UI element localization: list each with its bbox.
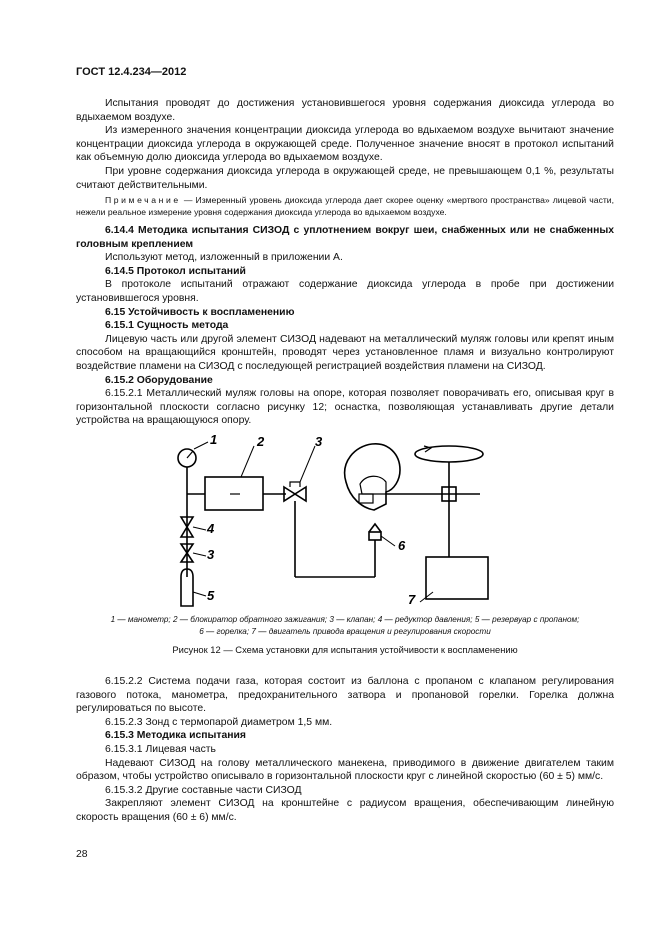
leader-4 <box>193 527 206 530</box>
legend-line: 6 — горелка; 7 — двигатель привода вращения и регулирования скорости <box>199 627 491 637</box>
label-3-cylinder-valve: 3 <box>207 547 215 562</box>
label-3-valve: 3 <box>315 434 323 449</box>
label-2: 2 <box>257 434 265 449</box>
burner-flame <box>369 524 381 532</box>
rotation-direction-ellipse <box>415 446 483 462</box>
page-number: 28 <box>76 849 88 860</box>
paragraph: 6.15.2.1 Металлический муляж головы на опоре, которая позволяет поворачивать его, описывая круг в горизонтальной плоскости согласно рисунку 12; оснастка, позволяющая устанавливать другие детали устройства на вращающуюся опору. <box>76 388 614 427</box>
section-heading: 6.14.4 Методика испытания СИЗОД с уплотнением вокруг шеи, снабженных или не снабженных головным креплением <box>76 225 614 250</box>
figure-legend <box>76 614 614 638</box>
text-block-methods <box>76 224 614 428</box>
burner-body <box>369 532 381 540</box>
note-block <box>76 194 614 219</box>
leader-3b <box>193 553 206 556</box>
note-text: — Измеренный уровень диоксида углерода дает скорее оценку «мертвого пространства» лицевой части, нежели реальное измерение уровня содержания диоксида углерода во вдыхаемом воздухе. <box>76 195 614 218</box>
section-heading: 6.14.5 Протокол испытаний <box>105 265 246 277</box>
section-heading: 6.15.3 Методика испытания <box>105 730 246 742</box>
legend-line: 1 — манометр; 2 — блокиратор обратного зажигания; 3 — клапан; 4 — редуктор давления; 5 — резервуар с пропаном; <box>110 615 580 624</box>
paragraph: 6.15.2.3 Зонд с термопарой диаметром 1,5 мм. <box>105 716 333 728</box>
gauge-needle <box>187 451 193 458</box>
label-1: 1 <box>210 432 218 447</box>
leader-6 <box>381 536 395 546</box>
leader-3a <box>300 446 315 482</box>
paragraph: При уровне содержания диоксида углерода в окружающей среде, не превышающем 0,1 %, результаты считают действительными. <box>76 165 614 191</box>
text-block-procedure <box>76 675 614 825</box>
paragraph: Надевают СИЗОД на голову металлического манекена, приводимого в движение двигателем таким образом, чтобы устройство описывало в горизонтальной плоскости круг с линейной скоростью (60 ± 5) мм/с. <box>76 757 614 783</box>
respirator-mask <box>360 476 386 494</box>
paragraph: Лицевую часть или другой элемент СИЗОД надевают на металлический муляж головы или крепят иным способом на вращающийся кронштейн, проводят через установленное пламя и визуально контролируют воздействие пламени на СИЗОД с последующей регистрацией воздействия пламени на СИЗОД. <box>76 333 614 372</box>
label-4: 4 <box>207 521 215 536</box>
valve-handle <box>290 482 300 487</box>
section-heading: 6.15 Устойчивость к воспламенению <box>105 306 295 318</box>
note-label: Примечание <box>105 195 181 205</box>
valve-right-triangle <box>295 487 306 501</box>
paragraph: 6.15.3.1 Лицевая часть <box>105 743 216 755</box>
paragraph: Испытания проводят до достижения установившегося уровня содержания диоксида углерода во вдыхаемом воздухе. <box>76 98 614 123</box>
paragraph: Используют метод, изложенный в приложении А. <box>105 252 343 264</box>
paragraph: Закрепляют элемент СИЗОД на кронштейне с радиусом вращения, обеспечивающим линейную скорость вращения (60 ± 6) мм/с. <box>76 798 614 823</box>
leader-2 <box>241 446 254 477</box>
section-heading: 6.15.2 Оборудование <box>105 374 213 386</box>
figure-diagram <box>150 432 490 612</box>
leader-1 <box>194 442 208 449</box>
text-block-co2 <box>76 97 614 192</box>
figure-title: Рисунок 12 — Схема установки для испытания устойчивости к воспламенению <box>172 644 518 655</box>
section-heading: 6.15.1 Сущность метода <box>105 320 229 332</box>
mask-filter <box>359 494 373 503</box>
label-7: 7 <box>408 592 416 607</box>
paragraph: 6.15.2.2 Система подачи газа, которая состоит из баллона с пропаном с клапаном регулирования газового потока, манометра, предохранительного затвора и пропановой горелки. Горелка должна регулироваться по высоте. <box>76 676 614 715</box>
drive-motor-box <box>426 557 488 599</box>
leader-5 <box>193 592 206 596</box>
document-header: ГОСТ 12.4.234—2012 <box>76 66 187 78</box>
paragraph: Из измеренного значения концентрации диоксида углерода во вдыхаемом воздухе вычитают значение концентрации диоксида углерода в окружающей среде. Полученное значение вносят в протокол испытаний как объемную долю диоксида углерода во вдыхаемом воздухе. <box>76 125 614 164</box>
label-6: 6 <box>398 538 406 553</box>
paragraph: 6.15.3.2 Другие составные части СИЗОД <box>105 784 302 796</box>
label-5: 5 <box>207 588 215 603</box>
paragraph: В протоколе испытаний отражают содержание диоксида углерода в пробе при достижении установившегося уровня. <box>76 279 614 304</box>
